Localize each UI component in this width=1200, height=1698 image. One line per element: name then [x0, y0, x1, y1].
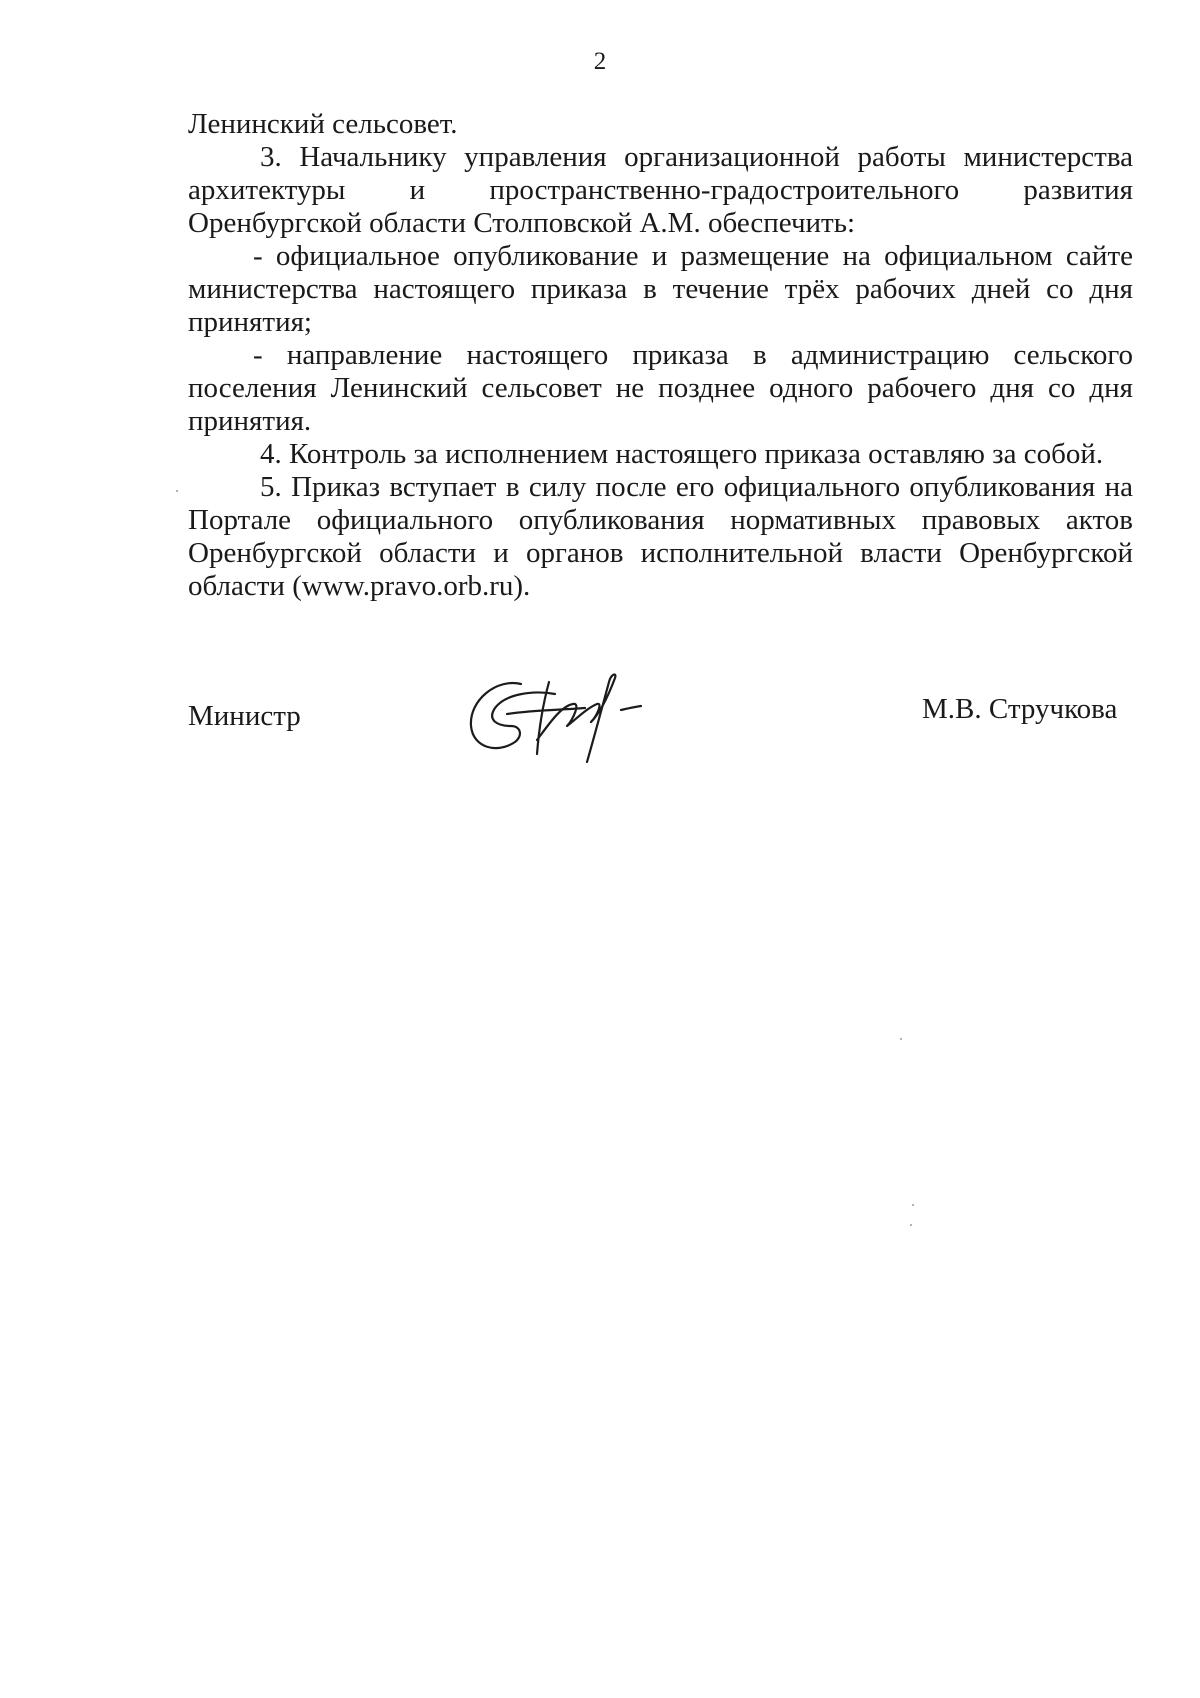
document-body	[188, 108, 1133, 603]
paragraph-continuation: Ленинский сельсовет.	[188, 108, 458, 140]
paragraph-item-4: 4. Контроль за исполнением настоящего приказа оставляю за собой.	[260, 438, 1104, 470]
scan-speck	[176, 490, 178, 492]
paragraph-item-5: 5. Приказ вступает в силу после его официального опубликования на Портале официального опубликования нормативных правовых актов Оренбургской области и органов исполнительной власти Оренбургской области (www.pravo.orb.ru).	[188, 471, 1133, 602]
handwritten-signature-icon	[463, 664, 653, 764]
signer-position: Министр	[188, 700, 301, 732]
scan-speck	[912, 1204, 914, 1206]
paragraph-item-3: 3. Начальнику управления организационной работы министерства архитектуры и пространственно-градостроительного развития Оренбургской области Столповской А.М. обеспечить:	[188, 141, 1133, 239]
paragraph-subitem-administration: - направление настоящего приказа в администрацию сельского поселения Ленинский сельсовет не позднее одного рабочего дня со дня принятия.	[188, 339, 1133, 437]
signer-name: М.В. Стручкова	[922, 693, 1118, 725]
scan-speck	[900, 1038, 902, 1040]
scan-speck	[910, 1224, 912, 1226]
page-number: 2	[593, 48, 607, 75]
paragraph-subitem-publication: - официальное опубликование и размещение на официальном сайте министерства настоящего приказа в течение трёх рабочих дней со дня принятия;	[188, 240, 1133, 338]
